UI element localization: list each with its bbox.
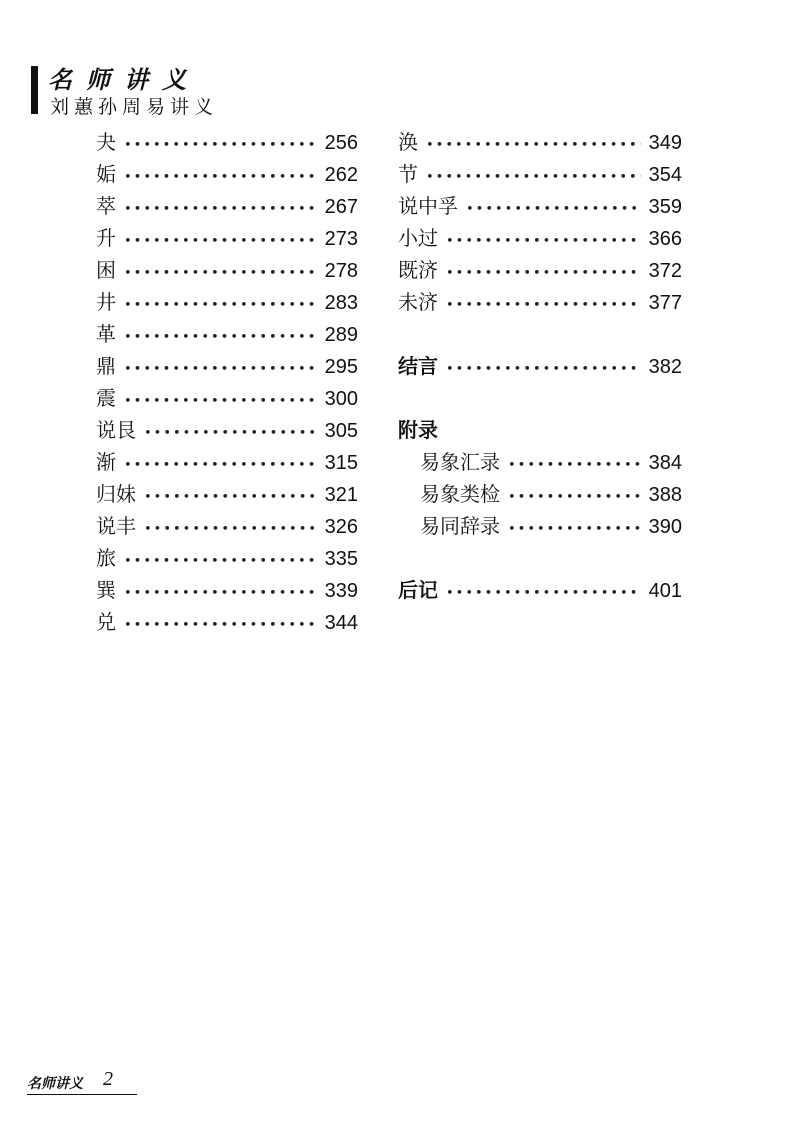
spacer (398, 542, 682, 574)
toc-entry-page: 283 (324, 292, 358, 314)
toc-entry-page: 344 (324, 612, 358, 634)
toc-entry[interactable] (96, 414, 358, 446)
toc-entry[interactable] (96, 574, 358, 606)
toc-entry-title: 困 (96, 258, 116, 282)
toc-entry-title: 姤 (96, 162, 116, 186)
toc-entry-appendix[interactable] (398, 478, 682, 510)
toc-entry[interactable] (398, 126, 682, 158)
toc-entry-title: 节 (398, 162, 418, 186)
toc-entry-page: 267 (324, 196, 358, 218)
toc-entry-page: 305 (324, 420, 358, 442)
toc-entry[interactable] (96, 510, 358, 542)
toc-entry-page: 273 (324, 228, 358, 250)
series-title: 名师讲义 (48, 65, 200, 94)
toc-entry-title: 巽 (96, 578, 116, 602)
toc-entry[interactable] (96, 126, 358, 158)
toc-leader-dots (124, 546, 317, 578)
toc-entry-title: 说艮 (96, 418, 136, 442)
toc-entry-title: 涣 (398, 130, 418, 154)
toc-leader-dots (124, 162, 317, 194)
toc-entry-page: 321 (324, 484, 358, 506)
toc-entry[interactable] (96, 606, 358, 638)
spacer (398, 318, 682, 350)
toc-entry-page: 401 (648, 580, 682, 602)
toc-leader-dots (144, 482, 317, 514)
appendix-heading: 附录 (398, 418, 438, 442)
footer-series-title: 名师讲义 (27, 1076, 83, 1092)
toc-leader-dots (144, 514, 317, 546)
toc-entry[interactable] (96, 222, 358, 254)
toc-entry[interactable] (96, 190, 358, 222)
toc-leader-dots (144, 418, 317, 450)
toc-entry-title: 既济 (398, 258, 438, 282)
header-bar (31, 66, 38, 114)
toc-entry-page: 326 (324, 516, 358, 538)
toc-entry-title: 鼎 (96, 354, 116, 378)
toc-entry-title: 说丰 (96, 514, 136, 538)
toc-entry-page: 256 (324, 132, 358, 154)
toc-entry-title: 归妹 (96, 482, 136, 506)
toc-entry[interactable] (96, 350, 358, 382)
toc-entry-page: 295 (324, 356, 358, 378)
toc-entry[interactable] (398, 286, 682, 318)
toc-entry-title: 萃 (96, 194, 116, 218)
toc-right-column (398, 126, 682, 606)
toc-left-column (96, 126, 358, 638)
toc-entry[interactable] (96, 286, 358, 318)
toc-leader-dots (124, 450, 317, 482)
toc-entry-page: 262 (324, 164, 358, 186)
toc-entry[interactable] (96, 542, 358, 574)
toc-entry[interactable] (96, 382, 358, 414)
toc-entry-conclusion[interactable] (398, 350, 682, 382)
toc-entry-afterword[interactable] (398, 574, 682, 606)
toc-entry-title: 结言 (398, 354, 438, 378)
toc-entry[interactable] (398, 254, 682, 286)
toc-entry[interactable] (96, 446, 358, 478)
toc-entry-page: 354 (648, 164, 682, 186)
toc-leader-dots (124, 354, 317, 386)
toc-leader-dots (426, 130, 641, 162)
toc-entry-title: 升 (96, 226, 116, 250)
toc-leader-dots (508, 514, 641, 546)
toc-leader-dots (124, 386, 317, 418)
toc-entry[interactable] (398, 158, 682, 190)
toc-leader-dots (124, 130, 317, 162)
toc-entry[interactable] (96, 318, 358, 350)
toc-leader-dots (508, 450, 641, 482)
toc-entry-title: 易象类检 (420, 482, 500, 506)
toc-leader-dots (426, 162, 641, 194)
toc-entry[interactable] (96, 158, 358, 190)
toc-entry-page: 315 (324, 452, 358, 474)
toc-entry-title: 革 (96, 322, 116, 346)
toc-entry-page: 382 (648, 356, 682, 378)
toc-entry[interactable] (398, 190, 682, 222)
toc-entry-page: 384 (648, 452, 682, 474)
toc-entry-page: 300 (324, 388, 358, 410)
toc-entry[interactable] (96, 254, 358, 286)
toc-leader-dots (124, 290, 317, 322)
toc-entry-title: 未济 (398, 290, 438, 314)
toc-leader-dots (446, 226, 641, 258)
toc-leader-dots (446, 290, 641, 322)
footer-rule (27, 1094, 137, 1095)
footer-page-number: 2 (103, 1068, 113, 1090)
toc-entry-appendix[interactable] (398, 446, 682, 478)
toc-entry[interactable] (96, 478, 358, 510)
toc-entry-page: 377 (648, 292, 682, 314)
toc-entry-page: 390 (648, 516, 682, 538)
spacer (398, 382, 682, 414)
toc-entry-page: 278 (324, 260, 358, 282)
toc-entry-page: 289 (324, 324, 358, 346)
toc-entry-title: 渐 (96, 450, 116, 474)
book-title: 刘蕙孙周易讲义 (50, 96, 219, 118)
toc-entry[interactable] (398, 222, 682, 254)
toc-leader-dots (446, 258, 641, 290)
toc-entry-title: 兑 (96, 610, 116, 634)
toc-entry-title: 震 (96, 386, 116, 410)
toc-entry-title: 易象汇录 (420, 450, 500, 474)
toc-entry-title: 夬 (96, 130, 116, 154)
toc-leader-dots (124, 194, 317, 226)
toc-entry-page: 372 (648, 260, 682, 282)
toc-entry-title: 小过 (398, 226, 438, 250)
toc-leader-dots (124, 578, 317, 610)
toc-entry-page: 359 (648, 196, 682, 218)
toc-leader-dots (446, 578, 641, 610)
toc-entry-page: 366 (648, 228, 682, 250)
toc-leader-dots (508, 482, 641, 514)
toc-entry-title: 旅 (96, 546, 116, 570)
toc-leader-dots (124, 226, 317, 258)
toc-leader-dots (446, 354, 641, 386)
toc-entry-page: 388 (648, 484, 682, 506)
toc-entry-title: 说中孚 (398, 194, 458, 218)
toc-leader-dots (124, 258, 317, 290)
toc-entry-title: 井 (96, 290, 116, 314)
toc-entry-page: 349 (648, 132, 682, 154)
toc-leader-dots (124, 610, 317, 642)
toc-entry-page: 339 (324, 580, 358, 602)
toc-entry-title: 后记 (398, 578, 438, 602)
toc-entry-title: 易同辞录 (420, 514, 500, 538)
toc-leader-dots (124, 322, 317, 354)
toc-entry-appendix[interactable] (398, 510, 682, 542)
toc-entry-page: 335 (324, 548, 358, 570)
toc-leader-dots (466, 194, 641, 226)
